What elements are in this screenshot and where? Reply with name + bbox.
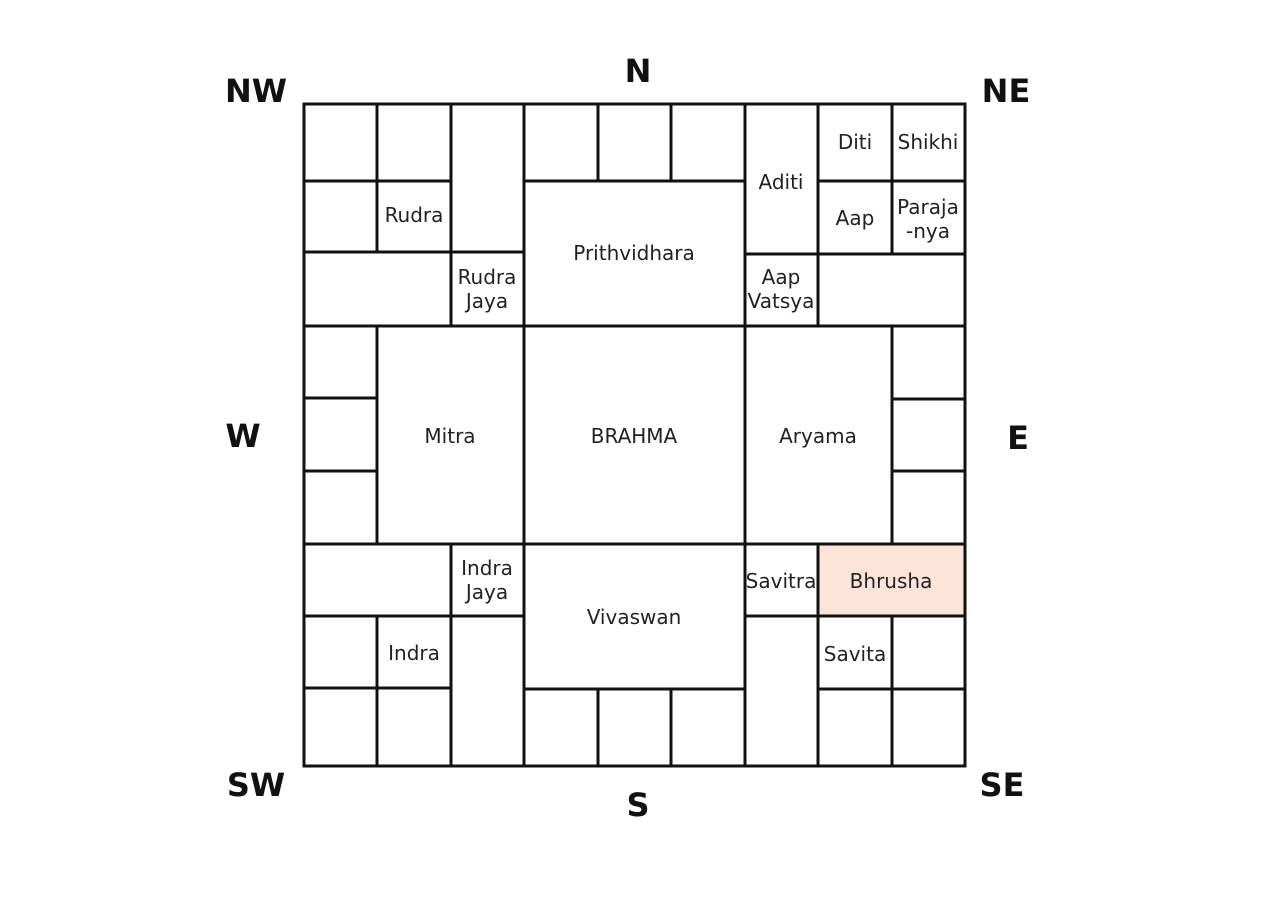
deity-vivaswan: Vivaswan bbox=[586, 605, 682, 629]
deity-diti: Diti bbox=[837, 130, 873, 154]
direction-southeast: SE bbox=[979, 766, 1025, 804]
grid-cell bbox=[377, 104, 451, 181]
grid-cell bbox=[304, 252, 451, 326]
direction-southwest: SW bbox=[226, 766, 286, 804]
grid-cell bbox=[304, 181, 377, 252]
deity-aap-vatsya-line1: Aap bbox=[761, 265, 801, 289]
grid-cell bbox=[304, 326, 377, 398]
grid-cell bbox=[524, 689, 598, 766]
grid-cell bbox=[818, 689, 892, 766]
deity-aap-vatsya-line2: Vatsya bbox=[747, 289, 815, 313]
grid-cell bbox=[304, 104, 377, 181]
deity-savita: Savita bbox=[823, 642, 887, 666]
deity-aryama: Aryama bbox=[779, 424, 857, 448]
deity-brahma: BRAHMA bbox=[590, 424, 678, 448]
direction-west: W bbox=[225, 417, 261, 455]
grid-cell bbox=[451, 616, 524, 766]
direction-south: S bbox=[626, 786, 650, 824]
grid-cell bbox=[524, 104, 598, 181]
direction-east: E bbox=[1007, 419, 1029, 457]
grid-cell bbox=[818, 254, 965, 326]
deity-aap: Aap bbox=[835, 206, 875, 230]
deity-aditi: Aditi bbox=[758, 170, 804, 194]
grid-cell bbox=[377, 688, 451, 766]
grid-cell bbox=[892, 689, 965, 766]
grid-cell bbox=[304, 471, 377, 544]
grid-cell bbox=[671, 104, 745, 181]
grid-cell bbox=[892, 399, 965, 471]
deity-prithvidhara: Prithvidhara bbox=[573, 241, 695, 265]
deity-bhrusha: Bhrusha bbox=[849, 569, 933, 593]
deity-indra-jaya-line1: Indra bbox=[461, 556, 513, 580]
grid-cell bbox=[304, 616, 377, 688]
deity-mitra: Mitra bbox=[424, 424, 476, 448]
grid-cell bbox=[671, 689, 745, 766]
deity-rudra-jaya-line2: Jaya bbox=[465, 289, 509, 313]
direction-northwest: NW bbox=[224, 72, 288, 110]
deity-parajanya-line1: Paraja bbox=[897, 195, 959, 219]
deity-parajanya-line2: -nya bbox=[906, 219, 950, 243]
deity-rudra-jaya-line1: Rudra bbox=[457, 265, 517, 289]
grid-cell bbox=[304, 544, 451, 616]
grid-cell bbox=[598, 104, 671, 181]
grid-cell bbox=[304, 688, 377, 766]
direction-northeast: NE bbox=[981, 72, 1031, 110]
grid-cell bbox=[892, 326, 965, 399]
grid-cell bbox=[304, 398, 377, 471]
deity-savitra: Savitra bbox=[745, 569, 817, 593]
deity-shikhi: Shikhi bbox=[897, 130, 959, 154]
deity-rudra: Rudra bbox=[384, 203, 444, 227]
grid-cell bbox=[892, 616, 965, 689]
grid-cell bbox=[892, 471, 965, 544]
deity-indra-jaya-line2: Jaya bbox=[465, 580, 509, 604]
grid-cell bbox=[598, 689, 671, 766]
deity-indra: Indra bbox=[388, 641, 440, 665]
grid-cell bbox=[451, 104, 524, 252]
grid-cell bbox=[745, 616, 818, 766]
direction-north: N bbox=[624, 52, 652, 90]
